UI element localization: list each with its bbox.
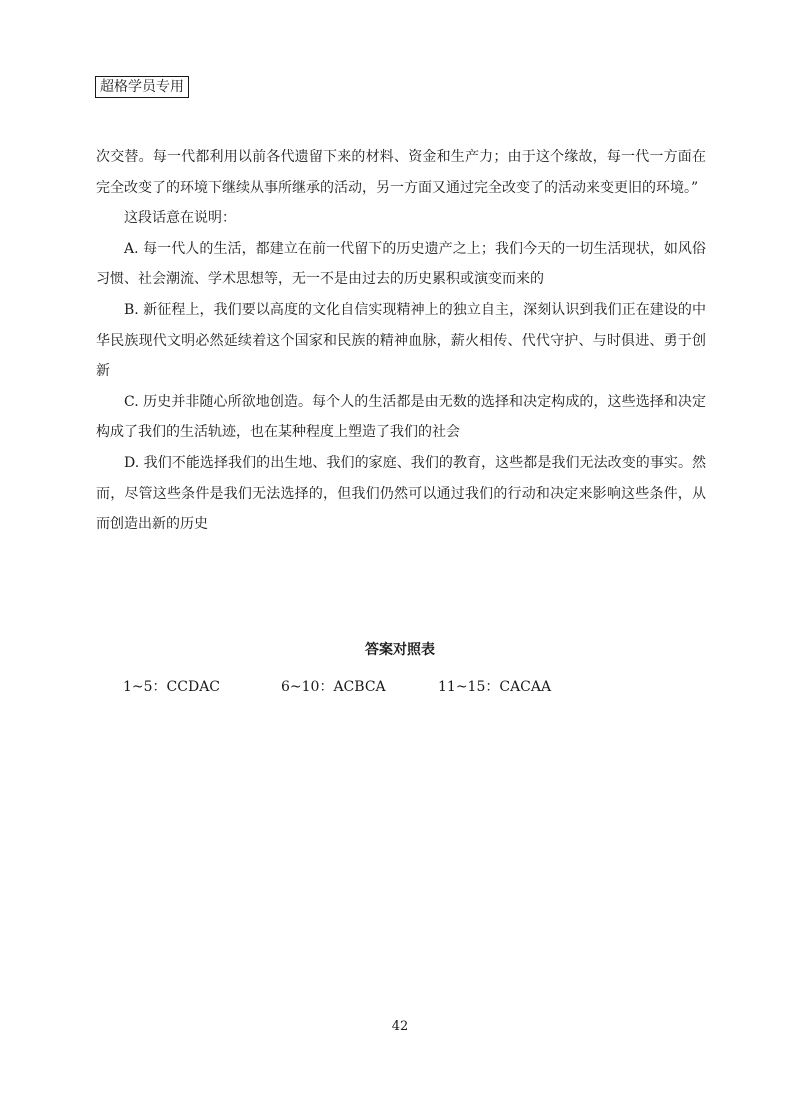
answer-group-1-5: 1~5：CCDAC <box>123 679 221 695</box>
option-a: A. 每一代人的生活，都建立在前一代留下的历史遗产之上；我们今天的一切生活现状，如风俗习惯、社会潮流、学术思想等，无一不是由过去的历史累积或演变而来的 <box>96 240 706 288</box>
answer-group-6-10: 6~10：ACBCA <box>281 679 386 695</box>
passage-content <box>96 142 706 540</box>
option-c: C. 历史并非随心所欲地创造。每个人的生活都是由无数的选择和决定构成的，这些选择和决定构成了我们的生活轨迹，也在某种程度上塑造了我们的社会 <box>96 393 706 441</box>
option-b: B. 新征程上，我们要以高度的文化自信实现精神上的独立自主，深刻认识到我们正在建设的中华民族现代文明必然延续着这个国家和民族的精神血脉，薪火相传、代代守护、与时俱进、勇于创新 <box>96 301 706 380</box>
header-label: 超格学员专用 <box>100 79 184 95</box>
answer-group-11-15: 11~15：CACAA <box>438 679 552 695</box>
passage-continuation: 次交替。每一代都利用以前各代遗留下来的材料、资金和生产力；由于这个缘故，每一代一方面在完全改变了的环境下继续从事所继承的活动，另一方面又通过完全改变了的活动来变更旧的环境。” <box>96 149 706 196</box>
option-d: D. 我们不能选择我们的出生地、我们的家庭、我们的教育，这些都是我们无法改变的事实。然而，尽管这些条件是我们无法选择的，但我们仍然可以通过我们的行动和决定来影响这些条件，从而创造出新的历史 <box>96 454 706 533</box>
page-number: 42 <box>391 1019 409 1034</box>
header-label-box <box>95 76 189 98</box>
answer-table-title: 答案对照表 <box>365 642 435 658</box>
answer-key-row <box>0 676 800 698</box>
question-stem: 这段话意在说明： <box>124 210 236 227</box>
